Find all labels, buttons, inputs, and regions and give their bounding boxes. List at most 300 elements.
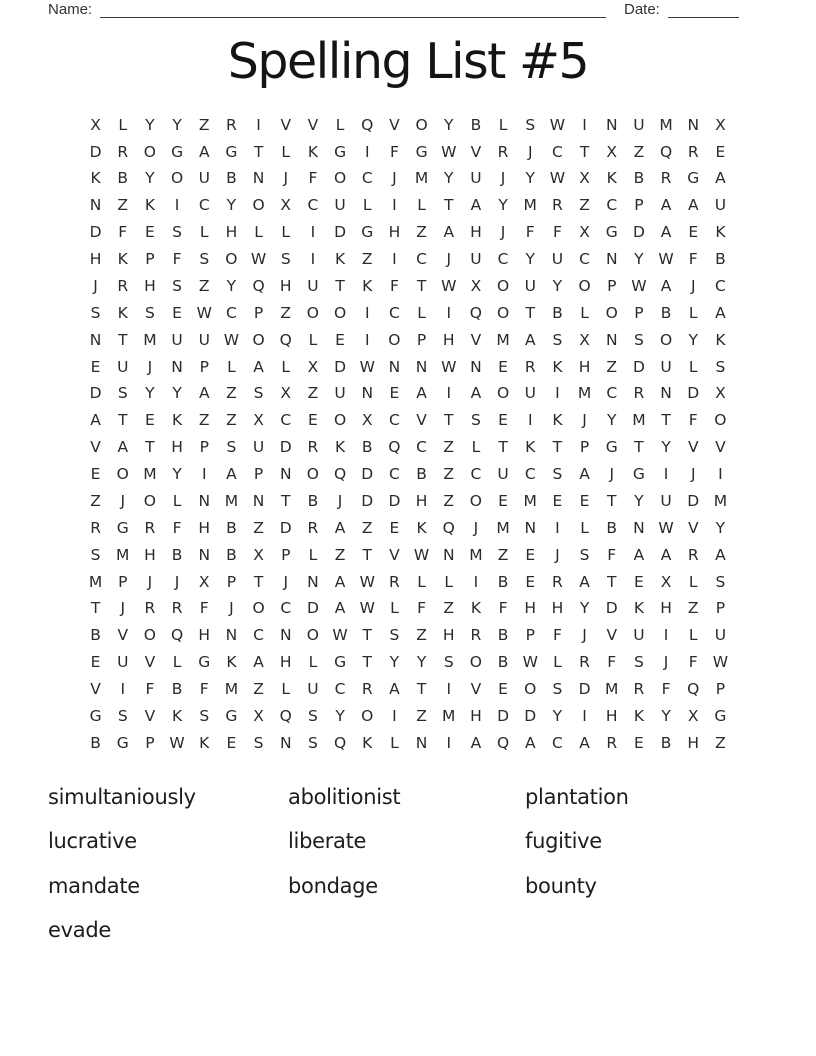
grid-cell: Y bbox=[444, 169, 454, 188]
grid-cell: O bbox=[252, 330, 265, 349]
grid-cell: D bbox=[334, 223, 347, 242]
grid-cell: F bbox=[607, 545, 617, 564]
grid-cell: X bbox=[715, 384, 726, 403]
grid-cell: X bbox=[90, 115, 101, 134]
grid-cell: F bbox=[199, 599, 209, 618]
grid-cell: A bbox=[198, 384, 210, 403]
grid-cell: O bbox=[524, 680, 537, 699]
grid-cell: I bbox=[364, 303, 370, 322]
grid-cell: P bbox=[199, 357, 209, 376]
grid-cell: O bbox=[143, 491, 156, 510]
grid-cell: J bbox=[555, 545, 560, 564]
grid-cell: L bbox=[390, 599, 399, 618]
grid-cell: G bbox=[415, 142, 428, 161]
grid-cell: O bbox=[361, 706, 374, 725]
grid-cell: U bbox=[524, 384, 536, 403]
grid-cell: N bbox=[279, 733, 292, 752]
grid-cell: P bbox=[715, 599, 726, 618]
grid-cell: H bbox=[660, 599, 672, 618]
grid-cell: F bbox=[498, 599, 508, 618]
grid-cell: F bbox=[199, 680, 209, 699]
grid-cell: R bbox=[470, 626, 482, 645]
grid-cell: B bbox=[416, 465, 427, 484]
grid-cell: F bbox=[145, 680, 155, 699]
grid-cell: E bbox=[579, 491, 590, 510]
grid-cell: D bbox=[687, 384, 700, 403]
grid-cell: J bbox=[120, 491, 126, 510]
grid-cell: Z bbox=[253, 680, 264, 699]
grid-cell: N bbox=[198, 491, 211, 510]
grid-cell: Z bbox=[280, 303, 292, 322]
grid-cell: U bbox=[497, 465, 509, 484]
grid-cell: I bbox=[392, 706, 397, 725]
grid-cell: N bbox=[307, 572, 319, 591]
grid-cell: R bbox=[117, 142, 129, 161]
grid-cell: U bbox=[117, 357, 129, 376]
grid-cell: Q bbox=[388, 438, 401, 457]
grid-cell: Q bbox=[333, 465, 347, 484]
grid-cell: E bbox=[90, 465, 101, 484]
grid-cell: K bbox=[552, 357, 563, 376]
grid-cell: L bbox=[172, 653, 182, 672]
grid-cell: Q bbox=[333, 733, 347, 752]
grid-cell: D bbox=[632, 223, 645, 242]
grid-cell: B bbox=[497, 653, 509, 672]
grid-cell: D bbox=[388, 491, 401, 510]
grid-cell: T bbox=[607, 491, 617, 510]
grid-cell: X bbox=[253, 706, 264, 725]
grid-cell: I bbox=[446, 680, 452, 699]
grid-cell: N bbox=[524, 518, 537, 537]
word-item: liberate bbox=[288, 829, 367, 854]
grid-cell: D bbox=[578, 680, 591, 699]
grid-cell: G bbox=[334, 142, 347, 161]
grid-cell: O bbox=[333, 169, 347, 188]
grid-cell: N bbox=[660, 384, 672, 403]
grid-cell: V bbox=[90, 438, 101, 457]
grid-cell: Z bbox=[416, 626, 427, 645]
grid-cell: Y bbox=[145, 115, 155, 134]
grid-cell: U bbox=[307, 276, 319, 295]
grid-cell: Y bbox=[389, 653, 400, 672]
grid-cell: I bbox=[446, 384, 452, 403]
grid-cell: A bbox=[470, 196, 482, 215]
grid-cell: Y bbox=[579, 599, 590, 618]
grid-cell: S bbox=[307, 706, 318, 725]
grid-cell: K bbox=[171, 411, 183, 430]
grid-cell: Y bbox=[688, 330, 698, 349]
grid-cell: L bbox=[335, 115, 345, 134]
grid-cell: L bbox=[471, 438, 481, 457]
grid-cell: L bbox=[688, 357, 698, 376]
grid-cell: F bbox=[552, 223, 562, 242]
grid-cell: D bbox=[279, 518, 292, 537]
grid-cell: C bbox=[524, 465, 536, 484]
grid-cell: Z bbox=[198, 115, 210, 134]
grid-cell: B bbox=[497, 626, 509, 645]
grid-cell: L bbox=[254, 223, 263, 242]
grid-cell: I bbox=[120, 680, 126, 699]
grid-cell: N bbox=[687, 115, 700, 134]
grid-cell: A bbox=[334, 572, 346, 591]
grid-cell: P bbox=[715, 680, 726, 699]
grid-cell: L bbox=[417, 196, 426, 215]
grid-cell: M bbox=[116, 545, 130, 564]
grid-cell: J bbox=[392, 169, 397, 188]
grid-cell: C bbox=[225, 303, 237, 322]
grid-cell: Y bbox=[552, 276, 563, 295]
grid-cell: I bbox=[555, 518, 560, 537]
grid-cell: W bbox=[441, 142, 457, 161]
grid-cell: I bbox=[364, 142, 370, 161]
grid-cell: J bbox=[174, 572, 180, 591]
grid-cell: M bbox=[224, 680, 239, 699]
grid-cell: C bbox=[361, 169, 373, 188]
grid-cell: Z bbox=[687, 599, 699, 618]
grid-cell: Z bbox=[497, 545, 509, 564]
grid-cell: U bbox=[551, 250, 564, 269]
grid-cell: B bbox=[552, 303, 563, 322]
grid-cell: C bbox=[388, 411, 400, 430]
grid-cell: P bbox=[118, 572, 128, 591]
grid-cell: Y bbox=[444, 115, 454, 134]
grid-cell: Z bbox=[361, 250, 373, 269]
grid-cell: B bbox=[90, 626, 101, 645]
grid-cell: N bbox=[605, 115, 618, 134]
grid-cell: Z bbox=[606, 357, 618, 376]
grid-cell: Y bbox=[607, 411, 617, 430]
grid-cell: O bbox=[605, 303, 618, 322]
grid-cell: O bbox=[333, 303, 347, 322]
grid-cell: V bbox=[416, 411, 427, 430]
grid-cell: C bbox=[388, 465, 400, 484]
grid-cell: B bbox=[226, 545, 237, 564]
grid-cell: C bbox=[551, 733, 563, 752]
grid-cell: G bbox=[225, 142, 238, 161]
grid-cell: I bbox=[310, 223, 316, 242]
grid-cell: L bbox=[390, 733, 399, 752]
grid-cell: H bbox=[198, 626, 211, 645]
grid-cell: F bbox=[661, 680, 671, 699]
grid-cell: N bbox=[89, 196, 102, 215]
grid-cell: I bbox=[527, 411, 533, 430]
grid-cell: T bbox=[281, 491, 291, 510]
grid-cell: G bbox=[632, 465, 645, 484]
grid-cell: C bbox=[388, 303, 400, 322]
grid-cell: P bbox=[253, 465, 264, 484]
grid-cell: Q bbox=[496, 733, 510, 752]
grid-cell: U bbox=[470, 250, 482, 269]
grid-cell: N bbox=[361, 384, 374, 403]
grid-cell: I bbox=[310, 250, 316, 269]
grid-cell: Y bbox=[634, 491, 644, 510]
grid-cell: R bbox=[633, 384, 645, 403]
grid-cell: E bbox=[226, 733, 237, 752]
grid-cell: C bbox=[416, 438, 427, 457]
grid-cell: S bbox=[715, 357, 726, 376]
grid-cell: U bbox=[117, 653, 129, 672]
grid-cell: O bbox=[252, 599, 265, 618]
grid-cell: L bbox=[553, 653, 562, 672]
grid-cell: L bbox=[281, 357, 291, 376]
grid-cell: P bbox=[634, 303, 644, 322]
grid-cell: R bbox=[361, 680, 373, 699]
grid-cell: S bbox=[552, 465, 563, 484]
grid-cell: F bbox=[552, 626, 562, 645]
grid-cell: C bbox=[551, 142, 563, 161]
grid-cell: S bbox=[90, 303, 101, 322]
grid-cell: G bbox=[605, 223, 618, 242]
grid-cell: D bbox=[279, 438, 292, 457]
grid-cell: S bbox=[633, 653, 644, 672]
grid-cell: R bbox=[307, 518, 319, 537]
grid-cell: O bbox=[143, 142, 156, 161]
grid-cell: E bbox=[498, 491, 508, 510]
grid-cell: C bbox=[280, 411, 292, 430]
grid-cell: T bbox=[90, 599, 101, 618]
grid-cell: O bbox=[578, 276, 591, 295]
grid-cell: K bbox=[334, 250, 346, 269]
grid-cell: W bbox=[359, 357, 375, 376]
grid-cell: P bbox=[607, 276, 617, 295]
grid-cell: E bbox=[308, 411, 318, 430]
grid-cell: K bbox=[470, 599, 481, 618]
grid-cell: S bbox=[253, 384, 264, 403]
grid-cell: V bbox=[90, 680, 101, 699]
grid-cell: F bbox=[417, 599, 427, 618]
grid-cell: R bbox=[144, 518, 156, 537]
grid-cell: A bbox=[660, 276, 672, 295]
grid-cell: M bbox=[414, 169, 429, 188]
grid-cell: E bbox=[498, 357, 508, 376]
grid-cell: R bbox=[579, 653, 590, 672]
grid-cell: T bbox=[362, 626, 372, 645]
grid-cell: D bbox=[497, 706, 510, 725]
grid-cell: N bbox=[225, 626, 238, 645]
grid-cell: Z bbox=[416, 223, 427, 242]
grid-cell: Y bbox=[335, 706, 345, 725]
grid-cell: Y bbox=[715, 518, 726, 537]
grid-cell: S bbox=[470, 411, 481, 430]
grid-cell: H bbox=[470, 223, 482, 242]
grid-cell: X bbox=[579, 169, 590, 188]
date-label: Date: bbox=[624, 1, 660, 18]
grid-cell: Z bbox=[443, 465, 455, 484]
grid-cell: A bbox=[334, 599, 346, 618]
grid-cell: V bbox=[470, 330, 482, 349]
grid-cell: J bbox=[500, 169, 506, 188]
grid-cell: A bbox=[117, 438, 129, 457]
grid-cell: C bbox=[280, 599, 292, 618]
grid-cell: O bbox=[388, 330, 401, 349]
grid-cell: G bbox=[605, 438, 618, 457]
grid-cell: P bbox=[253, 303, 264, 322]
grid-cell: K bbox=[416, 518, 427, 537]
grid-cell: R bbox=[552, 572, 563, 591]
grid-cell: J bbox=[147, 572, 153, 591]
grid-cell: U bbox=[198, 330, 210, 349]
grid-cell: R bbox=[524, 357, 536, 376]
grid-cell: U bbox=[334, 196, 346, 215]
grid-cell: T bbox=[579, 142, 590, 161]
grid-cell: T bbox=[416, 276, 427, 295]
grid-cell: T bbox=[444, 411, 454, 430]
grid-cell: O bbox=[469, 491, 482, 510]
grid-cell: A bbox=[90, 411, 101, 430]
grid-cell: L bbox=[688, 626, 698, 645]
grid-cell: U bbox=[198, 169, 210, 188]
grid-cell: U bbox=[714, 626, 727, 645]
grid-cell: E bbox=[525, 545, 536, 564]
grid-cell: Q bbox=[687, 680, 700, 699]
grid-cell: C bbox=[416, 250, 427, 269]
grid-cell: R bbox=[497, 142, 509, 161]
grid-cell: K bbox=[226, 653, 237, 672]
page-title: Spelling List #5 bbox=[227, 33, 589, 90]
grid-cell: N bbox=[198, 545, 211, 564]
grid-cell: R bbox=[687, 545, 699, 564]
grid-cell: M bbox=[143, 330, 157, 349]
word-item: abolitionist bbox=[288, 785, 401, 809]
grid-cell: K bbox=[334, 438, 346, 457]
grid-cell: J bbox=[609, 465, 615, 484]
grid-cell: W bbox=[522, 653, 538, 672]
grid-cell: I bbox=[555, 384, 560, 403]
grid-cell: E bbox=[145, 411, 155, 430]
grid-cell: B bbox=[117, 169, 129, 188]
grid-cell: G bbox=[361, 223, 374, 242]
grid-cell: N bbox=[252, 491, 265, 510]
grid-cell: W bbox=[223, 330, 240, 349]
grid-cell: I bbox=[473, 572, 479, 591]
grid-cell: L bbox=[227, 357, 236, 376]
grid-cell: Y bbox=[661, 706, 671, 725]
grid-cell: H bbox=[279, 653, 292, 672]
grid-cell: S bbox=[144, 303, 155, 322]
grid-cell: B bbox=[715, 250, 726, 269]
grid-cell: I bbox=[174, 196, 180, 215]
grid-cell: Z bbox=[226, 411, 237, 430]
grid-cell: X bbox=[660, 572, 672, 591]
grid-cell: W bbox=[441, 276, 457, 295]
grid-cell: G bbox=[687, 169, 700, 188]
grid-cell: O bbox=[469, 653, 482, 672]
grid-cell: C bbox=[253, 626, 264, 645]
grid-cell: A bbox=[579, 465, 590, 484]
grid-cell: J bbox=[473, 518, 479, 537]
grid-cell: C bbox=[307, 196, 319, 215]
grid-cell: R bbox=[660, 169, 672, 188]
grid-cell: Z bbox=[633, 142, 645, 161]
grid-cell: H bbox=[144, 545, 156, 564]
grid-cell: A bbox=[579, 572, 590, 591]
grid-cell: M bbox=[469, 545, 483, 564]
grid-cell: L bbox=[688, 572, 698, 591]
grid-cell: M bbox=[523, 196, 537, 215]
grid-cell: Y bbox=[172, 115, 182, 134]
grid-cell: V bbox=[687, 518, 699, 537]
grid-cell: Q bbox=[361, 115, 374, 134]
grid-cell: X bbox=[470, 276, 482, 295]
grid-cell: K bbox=[199, 733, 210, 752]
grid-cell: A bbox=[524, 733, 536, 752]
grid-cell: R bbox=[687, 142, 699, 161]
grid-cell: S bbox=[117, 706, 128, 725]
word-list bbox=[48, 775, 776, 952]
grid-cell: X bbox=[579, 223, 590, 242]
grid-cell: K bbox=[362, 276, 373, 295]
grid-cell: H bbox=[89, 250, 102, 269]
grid-cell: B bbox=[226, 169, 237, 188]
grid-cell: D bbox=[361, 491, 374, 510]
grid-cell: T bbox=[362, 545, 372, 564]
grid-cell: P bbox=[199, 438, 209, 457]
grid-cell: O bbox=[225, 250, 238, 269]
grid-cell: Z bbox=[90, 491, 101, 510]
grid-cell: Y bbox=[634, 250, 644, 269]
grid-cell: H bbox=[578, 357, 591, 376]
grid-cell: Z bbox=[361, 518, 373, 537]
grid-cell: S bbox=[172, 223, 182, 242]
grid-cell: K bbox=[117, 250, 128, 269]
grid-cell: T bbox=[145, 438, 155, 457]
grid-cell: Y bbox=[145, 384, 155, 403]
grid-cell: O bbox=[252, 196, 265, 215]
grid-cell: H bbox=[171, 438, 183, 457]
grid-cell: F bbox=[688, 250, 698, 269]
grid-cell: U bbox=[714, 196, 727, 215]
grid-cell: W bbox=[441, 357, 457, 376]
grid-cell: R bbox=[633, 680, 645, 699]
grid-cell: Z bbox=[443, 438, 455, 457]
grid-cell: L bbox=[281, 142, 291, 161]
grid-cell: F bbox=[172, 518, 182, 537]
grid-cell: G bbox=[198, 653, 211, 672]
grid-cell: M bbox=[605, 680, 619, 699]
grid-cell: S bbox=[307, 733, 318, 752]
grid-cell: U bbox=[470, 169, 482, 188]
grid-cell: J bbox=[120, 599, 126, 618]
grid-cell: W bbox=[359, 572, 375, 591]
grid-cell: T bbox=[661, 411, 671, 430]
grid-cell: J bbox=[283, 169, 289, 188]
grid-cell: B bbox=[171, 680, 183, 699]
grid-cell: B bbox=[497, 572, 509, 591]
grid-cell: E bbox=[525, 572, 536, 591]
grid-cell: K bbox=[715, 223, 726, 242]
grid-cell: V bbox=[144, 706, 156, 725]
grid-cell: R bbox=[144, 599, 156, 618]
grid-cell: X bbox=[687, 706, 699, 725]
grid-cell: B bbox=[606, 518, 618, 537]
grid-cell: X bbox=[579, 330, 590, 349]
grid-cell: A bbox=[524, 330, 536, 349]
grid-cell: J bbox=[690, 465, 696, 484]
grid-cell: G bbox=[116, 518, 129, 537]
grid-cell: K bbox=[90, 169, 101, 188]
grid-cell: H bbox=[687, 733, 700, 752]
word-item: mandate bbox=[48, 873, 140, 898]
grid-cell: O bbox=[306, 303, 319, 322]
grid-cell: X bbox=[715, 115, 726, 134]
word-item: plantation bbox=[525, 785, 629, 809]
grid-cell: L bbox=[417, 572, 426, 591]
grid-cell: W bbox=[332, 626, 348, 645]
grid-cell: L bbox=[308, 545, 318, 564]
grid-cell: C bbox=[497, 250, 509, 269]
grid-cell: Q bbox=[659, 142, 673, 161]
grid-cell: V bbox=[687, 438, 699, 457]
